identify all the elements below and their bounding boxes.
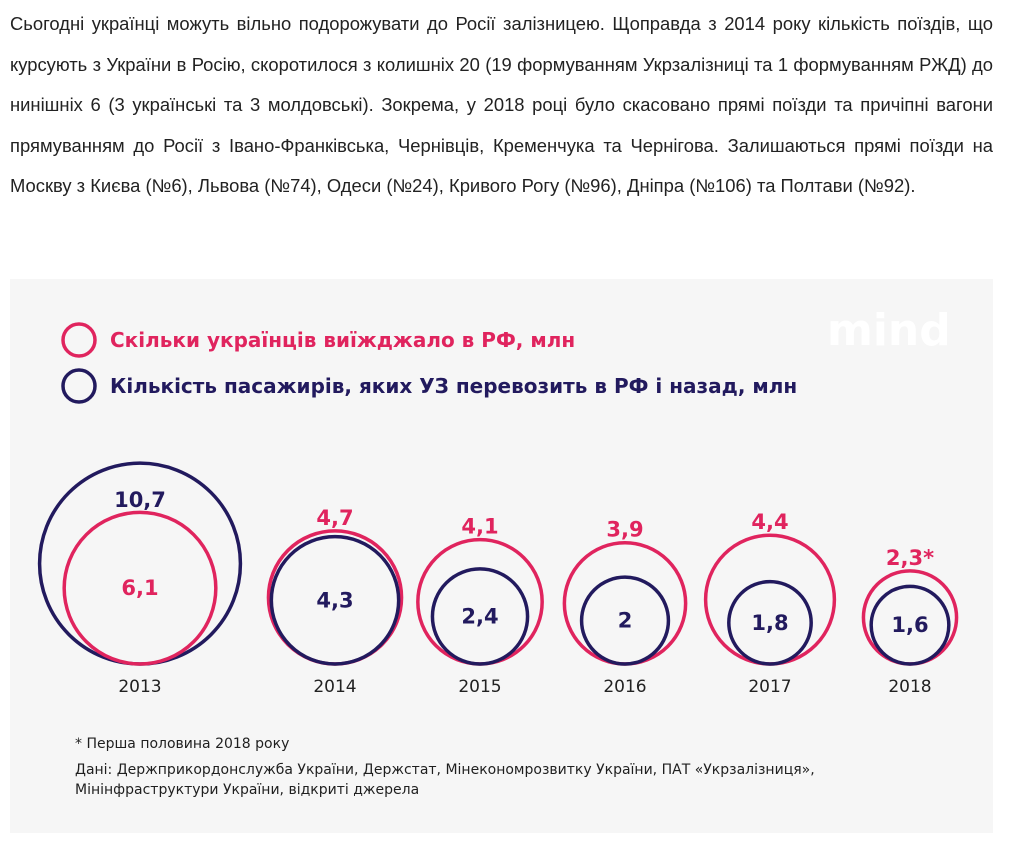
bubble-red-2016 (564, 543, 685, 664)
year-label-2017: 2017 (748, 677, 792, 697)
year-label-2014: 2014 (313, 677, 357, 697)
legend-label-navy: Кількість пасажирів, яких УЗ перевозить в РФ і назад, млн (110, 374, 798, 398)
legend (63, 324, 797, 402)
bubble-chart (10, 279, 993, 833)
year-label-2015: 2015 (458, 677, 502, 697)
value-label-inner-2013: 6,1 (121, 576, 159, 601)
value-label-inner-2016: 2 (617, 608, 633, 633)
source-line-2: Мінінфраструктури України, відкриті джерела (75, 782, 420, 798)
value-label-outer-2013: 10,7 (114, 488, 166, 513)
source-line-1: Дані: Держприкордонслужба України, Держстат, Мінекономрозвитку України, ПАТ «Укрзалізниця», (75, 762, 815, 778)
legend-label-red: Скільки українців виїжджало в РФ, млн (110, 328, 576, 352)
value-label-outer-2017: 4,4 (751, 510, 789, 535)
value-label-outer-2016: 3,9 (606, 517, 644, 542)
year-label-2018: 2018 (888, 677, 932, 697)
value-label-inner-2014: 4,3 (316, 588, 354, 613)
value-label-outer-2015: 4,1 (461, 514, 499, 539)
bubble-red-2017 (706, 535, 835, 664)
infographic-card (10, 279, 993, 833)
article-paragraph: Сьогодні українці можуть вільно подорожувати до Росії залізницею. Щоправда з 2014 року кількість поїздів, що курсують з України в Росію, скоротилося з колишніх 20 (19 формуванням Укрзалізниці та 1 формуванням РЖД) до нинішніх 6 (3 українські та 3 молдовські). Зокрема, у 2018 році було скасовано прямі поїзди та причіпні вагони прямуванням до Росії з Івано-Франківська, Чернівців, Кременчука та Чернігова. Залишаються прямі поїзди на Москву з Києва (№6), Львова (№74), Одеси (№24), Кривого Рогу (№96), Дніпра (№106) та Полтави (№92). (10, 13, 993, 197)
footnote: * Перша половина 2018 року (75, 736, 290, 752)
value-label-inner-2018: 1,6 (891, 613, 929, 638)
year-label-2013: 2013 (118, 677, 162, 697)
year-label-2016: 2016 (603, 677, 647, 697)
value-label-outer-2018: 2,3* (885, 545, 935, 570)
value-label-inner-2017: 1,8 (751, 610, 789, 635)
bubbles-group (40, 463, 957, 697)
value-label-outer-2014: 4,7 (316, 505, 354, 530)
value-label-inner-2015: 2,4 (461, 604, 499, 629)
legend-marker-red (63, 324, 95, 356)
mind-logo: mind (827, 305, 951, 356)
legend-marker-navy (63, 370, 95, 402)
